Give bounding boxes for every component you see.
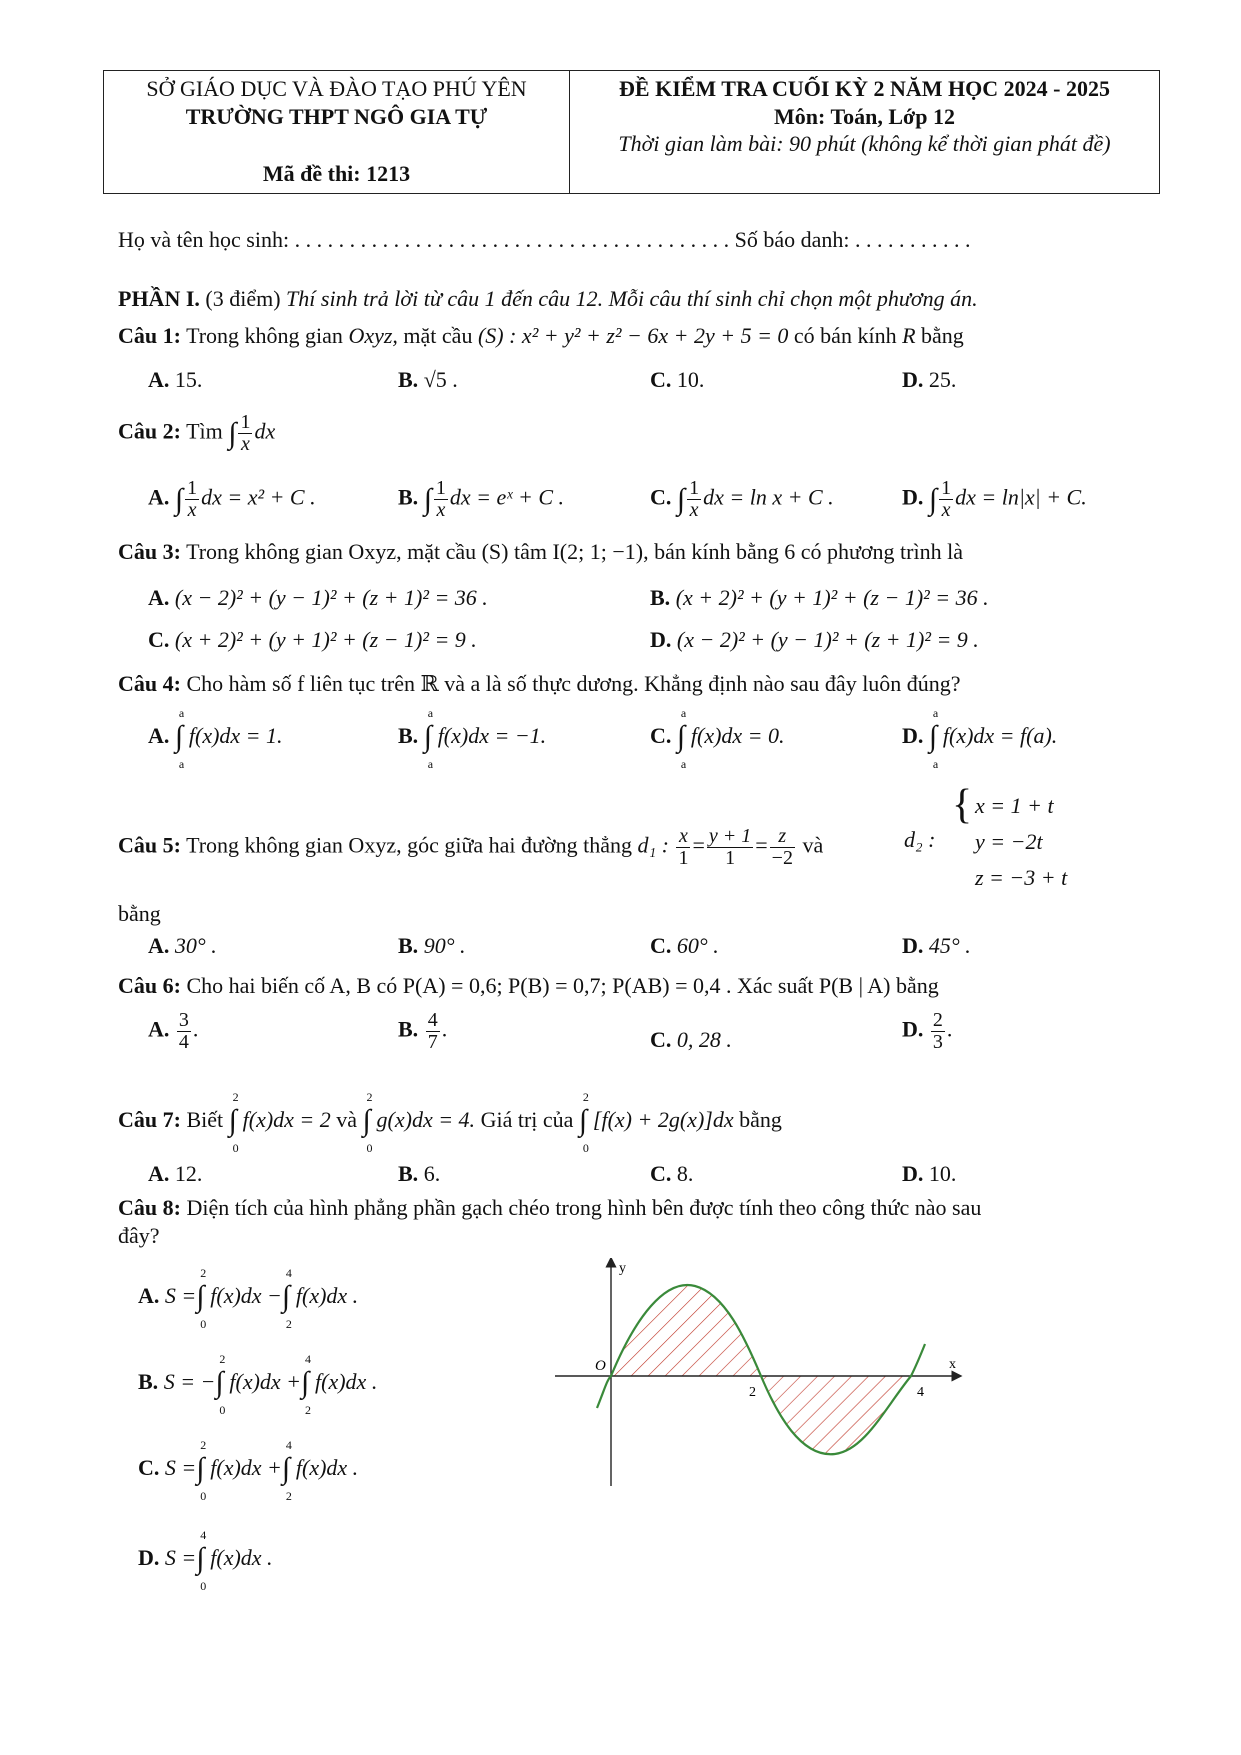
question-8 bbox=[118, 1194, 981, 1222]
q1-text: Trong không gian bbox=[186, 323, 343, 348]
part1-heading bbox=[118, 285, 978, 313]
q6-option-d[interactable]: D. $\frac{2}{3}$ . bbox=[902, 1009, 953, 1053]
header-left-cell bbox=[104, 71, 570, 193]
q2-option-b[interactable]: B. ∫ $\frac{1}{x}$ dx = eˣ + C . bbox=[398, 477, 565, 521]
student-id-field[interactable]: Số báo danh: . . . . . . . . . . . bbox=[734, 227, 971, 252]
q2-option-d[interactable]: D. ∫ $\frac{1}{x}$ dx = ln|x| + C. bbox=[902, 477, 1087, 521]
q1-option-d[interactable]: D. 25. bbox=[902, 367, 957, 392]
q5-d2-system: x = 1 + t y = −2t z = −3 + t bbox=[975, 793, 1068, 890]
exam-title: ĐỀ KIỂM TRA CUỐI KỲ 2 NĂM HỌC 2024 - 2025 bbox=[619, 76, 1110, 101]
time-line: Thời gian làm bài: 90 phút (không kể thời gian phát đề) bbox=[618, 131, 1111, 156]
part1-instruction: Thí sinh trả lời từ câu 1 đến câu 12. Mỗi câu thí sinh chỉ chọn một phương án. bbox=[286, 286, 978, 311]
q8-text-2: đây? bbox=[118, 1223, 160, 1248]
q5-d1: d₁ : bbox=[637, 832, 669, 858]
q3-option-c[interactable]: C. (x + 2)² + (y + 1)² + (z − 1)² = 9 . bbox=[148, 627, 477, 652]
q7-label: Câu 7: bbox=[118, 1107, 181, 1133]
q4-option-a[interactable]: A. a ∫ a f(x)dx = 1. bbox=[148, 706, 283, 771]
q5-d2-label: d₂ : bbox=[904, 827, 936, 852]
school-name: TRƯỜNG THPT NGÔ GIA TỰ bbox=[185, 103, 488, 129]
q3-option-a[interactable]: A. (x − 2)² + (y − 1)² + (z + 1)² = 36 . bbox=[148, 585, 488, 610]
q2-text: Tìm bbox=[186, 418, 223, 444]
q1-option-a[interactable]: A. 15. bbox=[148, 367, 203, 392]
q1-label: Câu 1: bbox=[118, 323, 181, 348]
q1-option-c[interactable]: C. 10. bbox=[650, 367, 705, 392]
q4-label: Câu 4: bbox=[118, 671, 181, 696]
question-6 bbox=[118, 972, 939, 1000]
q5-option-a[interactable]: A. 30° . bbox=[148, 933, 217, 958]
q3-text: Trong không gian Oxyz, mặt cầu (S) tâm I(2; 1; −1), bán kính bằng 6 có phương trình là bbox=[186, 539, 963, 564]
q5-option-b[interactable]: B. 90° . bbox=[398, 933, 466, 958]
x-axis-label: x bbox=[949, 1357, 956, 1372]
question-4 bbox=[118, 670, 961, 698]
q1-var: R bbox=[902, 323, 916, 348]
q6-option-c[interactable]: C. 0, 28 . bbox=[650, 1027, 732, 1052]
q4-option-c[interactable]: C. a ∫ a f(x)dx = 0. bbox=[650, 706, 785, 771]
question-7: Câu 7: Biết 2 ∫ 0 f(x)dx = 2 và 2 ∫ 0 g(x)dx = 4. Giá trị của 2 ∫ 0 [f(x) + 2g(x)]dx bằng bbox=[118, 1090, 782, 1155]
q8-text: Diện tích của hình phẳng phần gạch chéo trong hình bên được tính theo công thức nào sau bbox=[186, 1195, 982, 1220]
q2-option-a[interactable]: A. ∫ $\frac{1}{x}$ dx = x² + C . bbox=[148, 477, 316, 521]
department-name: SỞ GIÁO DỤC VÀ ĐÀO TẠO PHÚ YÊN bbox=[146, 76, 527, 101]
q6-option-b[interactable]: B. $\frac{4}{7}$ . bbox=[398, 1009, 448, 1053]
q1-text-d: bằng bbox=[921, 323, 964, 348]
q4-text: Cho hàm số f liên tục trên ℝ và a là số thực dương. Khẳng định nào sau đây luôn đúng? bbox=[186, 671, 961, 696]
q8-graph bbox=[545, 1258, 965, 1488]
tick-4-label: 4 bbox=[917, 1385, 924, 1400]
q1-text-c: có bán kính bbox=[793, 323, 897, 348]
q7-option-a[interactable]: A. 12. bbox=[148, 1161, 203, 1186]
student-info-line bbox=[118, 226, 970, 254]
q6-option-a[interactable]: A. $\frac{3}{4}$ . bbox=[148, 1009, 199, 1053]
subject-line: Môn: Toán, Lớp 12 bbox=[774, 103, 955, 129]
q8-option-a[interactable]: A. S = 2 ∫ 0 f(x)dx − 4 ∫ 2 f(x)dx . bbox=[138, 1266, 359, 1331]
q6-label: Câu 6: bbox=[118, 973, 181, 998]
exam-header bbox=[103, 70, 1160, 194]
q5-label: Câu 5: bbox=[118, 832, 181, 858]
question-2: Câu 2: Tìm ∫ $\frac{1}{x}$ dx bbox=[118, 411, 276, 455]
q7-option-b[interactable]: B. 6. bbox=[398, 1161, 441, 1186]
q1-space: Oxyz, bbox=[348, 323, 398, 348]
q5-brace: { bbox=[952, 782, 973, 828]
q8-option-d[interactable]: D. S = 4 ∫ 0 f(x)dx . bbox=[138, 1528, 273, 1593]
part1-points: (3 điểm) bbox=[205, 286, 281, 311]
q5-option-d[interactable]: D. 45° . bbox=[902, 933, 971, 958]
q5-option-c[interactable]: C. 60° . bbox=[650, 933, 719, 958]
student-name-field[interactable]: Họ và tên học sinh: . . . . . . . . . . . . . . . . . . . . . . . . . . . . . . . . . . . . . . . . bbox=[118, 227, 730, 252]
q8-label: Câu 8: bbox=[118, 1195, 181, 1220]
q3-option-d[interactable]: D. (x − 2)² + (y − 1)² + (z + 1)² = 9 . bbox=[650, 627, 979, 652]
hatched-area-right bbox=[761, 1376, 911, 1454]
q4-option-d[interactable]: D. a ∫ a f(x)dx = f(a). bbox=[902, 706, 1058, 771]
q5-text: Trong không gian Oxyz, góc giữa hai đường thẳng bbox=[186, 832, 632, 858]
q7-option-c[interactable]: C. 8. bbox=[650, 1161, 694, 1186]
q8-option-c[interactable]: C. S = 2 ∫ 0 f(x)dx + 4 ∫ 2 f(x)dx . bbox=[138, 1438, 359, 1503]
q7-option-d[interactable]: D. 10. bbox=[902, 1161, 957, 1186]
q1-option-b[interactable]: B. √5 . bbox=[398, 367, 458, 392]
q3-label: Câu 3: bbox=[118, 539, 181, 564]
q5-tail: bằng bbox=[118, 901, 161, 926]
q1-equation: (S) : x² + y² + z² − 6x + 2y + 5 = 0 bbox=[477, 323, 789, 348]
question-5: Câu 5: Trong không gian Oxyz, góc giữa hai đường thẳng d₁ : $\frac{x}{1}$ = $\frac{y + 1}{1}$ = $\frac{z}{-2}$ và bbox=[118, 825, 824, 869]
q8-option-b[interactable]: B. S = − 2 ∫ 0 f(x)dx + 4 ∫ 2 f(x)dx . bbox=[138, 1352, 378, 1417]
q4-option-b[interactable]: B. a ∫ a f(x)dx = −1. bbox=[398, 706, 547, 771]
origin-label: O bbox=[595, 1358, 606, 1374]
question-3 bbox=[118, 538, 963, 566]
exam-code: Mã đề thi: 1213 bbox=[262, 160, 411, 186]
q1-text-b: mặt cầu bbox=[403, 323, 473, 348]
y-axis-label: y bbox=[619, 1261, 626, 1276]
q2-label: Câu 2: bbox=[118, 418, 181, 444]
q3-option-b[interactable]: B. (x + 2)² + (y + 1)² + (z − 1)² = 36 . bbox=[650, 585, 989, 610]
tick-2-label: 2 bbox=[749, 1385, 756, 1400]
q2-option-c[interactable]: C. ∫ $\frac{1}{x}$ dx = ln x + C . bbox=[650, 477, 834, 521]
question-1 bbox=[118, 322, 964, 350]
header-right-cell bbox=[570, 71, 1159, 193]
part1-title: PHẦN I. bbox=[118, 286, 200, 311]
q6-text: Cho hai biến cố A, B có P(A) = 0,6; P(B) = 0,7; P(AB) = 0,4 . Xác suất P(B | A) bằng bbox=[186, 973, 939, 998]
